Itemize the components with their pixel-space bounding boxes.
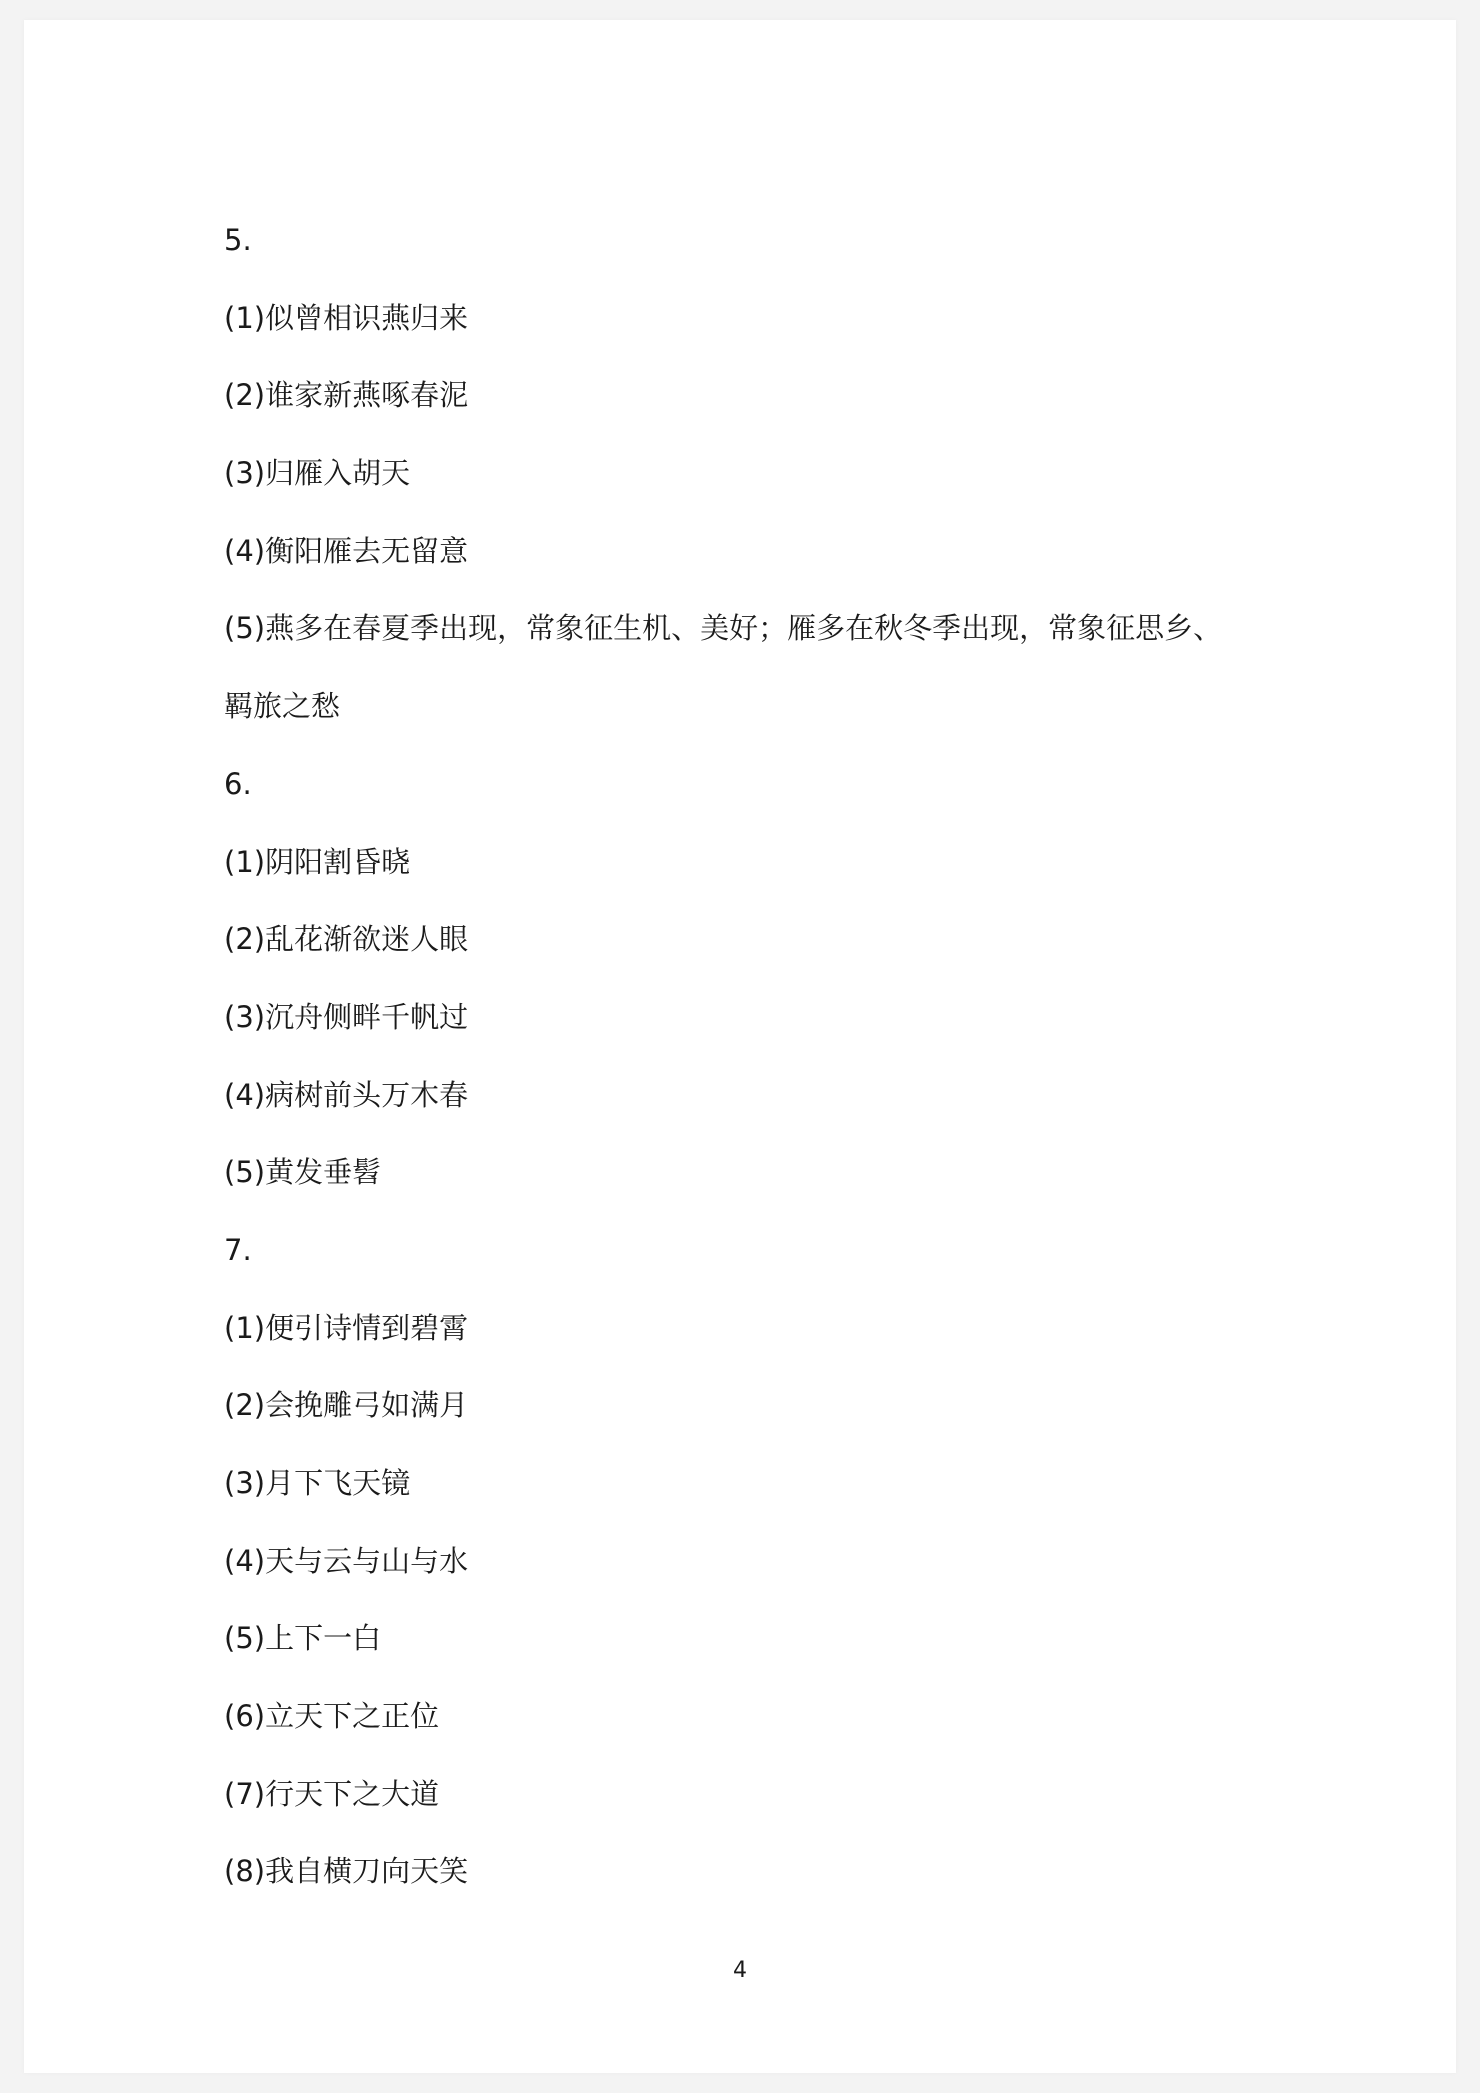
answer-line: (5)燕多在春夏季出现，常象征生机、美好；雁多在秋冬季出现，常象征思乡、 xyxy=(224,611,1223,646)
answer-line: (3)月下飞天镜 xyxy=(224,1466,411,1500)
answer-line: (5)上下一白 xyxy=(224,1621,382,1656)
page-number: 4 xyxy=(733,1958,747,1983)
answer-line: (3)归雁入胡天 xyxy=(224,456,411,491)
answer-line-continuation: 羁旅之愁 xyxy=(224,689,341,724)
answer-line: (1)阴阳割昏晓 xyxy=(224,844,411,879)
answer-line: (8)我自横刀向天笑 xyxy=(224,1854,469,1889)
question-number: 5. xyxy=(224,223,252,257)
question-number: 7. xyxy=(224,1232,252,1267)
answer-line: (4)病树前头万木春 xyxy=(224,1077,469,1112)
answer-line: (4)天与云与山与水 xyxy=(224,1543,469,1578)
answer-line: (1)便引诗情到碧霄 xyxy=(224,1310,469,1345)
answer-line: (2)会挽雕弓如满月 xyxy=(224,1388,469,1423)
answer-list xyxy=(224,202,1324,1911)
answer-line: (7)行天下之大道 xyxy=(224,1776,440,1811)
question-number: 6. xyxy=(224,766,252,801)
answer-line: (2)乱花渐欲迷人眼 xyxy=(224,922,469,957)
answer-line: (5)黄发垂髫 xyxy=(224,1155,382,1190)
answer-line: (6)立天下之正位 xyxy=(224,1699,440,1734)
answer-line: (2)谁家新燕啄春泥 xyxy=(224,378,469,413)
answer-line: (1)似曾相识燕归来 xyxy=(224,300,469,335)
answer-line: (4)衡阳雁去无留意 xyxy=(224,533,469,568)
document-page xyxy=(24,20,1456,2073)
answer-line: (3)沉舟侧畔千帆过 xyxy=(224,999,469,1034)
